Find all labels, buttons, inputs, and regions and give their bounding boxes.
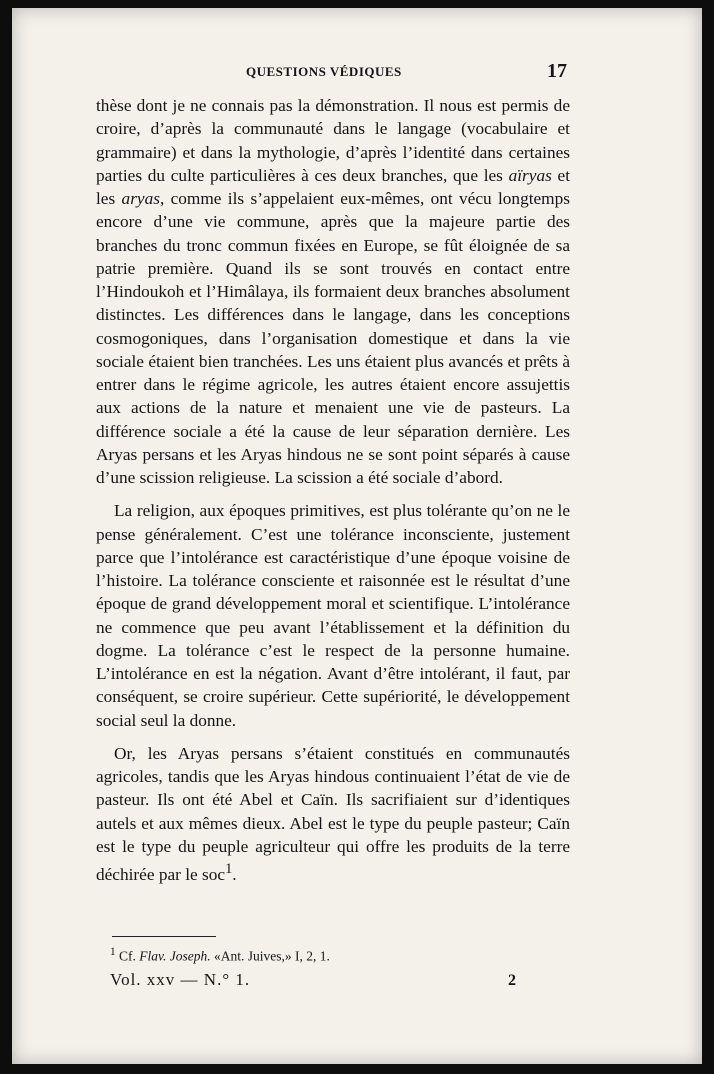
paragraph-2 [96, 499, 570, 732]
footnote-reference-marker: 1 [225, 861, 233, 877]
text-run: et les [96, 165, 570, 208]
paragraph-1 [96, 94, 570, 489]
sheet-number: 2 [508, 972, 516, 989]
text-run: thèse dont je ne connais pas la démonstration. Il nous est permis de croire, d’après la communauté dans le langage (vocabulaire et grammaire) et dans la mythologie, d’après l’identité dans certaines parties du culte particulières à ces deux branches, que les [96, 96, 570, 185]
text-run: , comme ils s’appelaient eux-mêmes, ont vécu longtemps encore d’une vie commune, après que la majeure partie des branches du tronc commun fixées en Europe, se fût éloignée de sa patrie première. Quand ils se sont trouvés en contact entre l’Hindoukoh et l’Himâlaya, ils formaient deux branches absolument distinctes. Les différences dans le langage, dans les conceptions cosmogoniques, dans l’organisation domestique et dans la vie sociale étaient bien tranchées. Les uns étaient plus avancés et prêts à entrer dans le régime agricole, les autres étaient encore assujettis aux actions de la nature et menaient une vie de pasteurs. La différence sociale a été la cause de leur séparation dernière. Les Aryas persans et les Aryas hindous ne se sont point séparés à cause d’une scission religieuse. La scission a été sociale d’abord. [96, 189, 570, 487]
footnote-reference: «Ant. Juives,» I, 2, 1. [210, 948, 330, 964]
running-title: QUESTIONS VÉDIQUES [246, 64, 402, 79]
footnote-rule [112, 936, 216, 937]
text-run: La religion, aux époques primitives, est plus tolérante qu’on ne le pense généralement. C’est une tolérance inconsciente, justement parce que l’intolérance est caractéristique d’une époque voisine de l’histoire. La tolérance consciente et raisonnée est le résultat d’une époque de grand développement moral et scientifique. L’intolérance ne commence que peu avant l’établissement et la définition du dogme. La tolérance c’est le respect de la personne humaine. L’intolérance en est la négation. Avant d’être intolérant, il faut, par conséquent, se croire supérieur. Cette supériorité, le développement social seul la donne. [96, 501, 570, 730]
text-run: . [232, 864, 237, 884]
body-text [96, 94, 570, 886]
footnote-author: Flav. Joseph. [139, 948, 211, 964]
italic-term: aïryas [508, 165, 552, 185]
page-number: 17 [547, 60, 567, 82]
footnote-marker: 1 [110, 946, 116, 958]
footnote-prefix: Cf. [115, 948, 140, 964]
footnote [110, 946, 330, 965]
italic-term: aryas [121, 189, 160, 208]
signature-mark: Vol. xxv — N.° 1. [110, 970, 251, 989]
text-run: Or, les Aryas persans s’étaient constitués en communautés agricoles, tandis que les Aryas hindous continuaient l’état de vie de pasteur. Ils ont été Abel et Caïn. Ils sacrifiaient sur d’identiques autels et aux mêmes dieux. Abel est le type du peuple pasteur; Caïn est le type du peuple agriculteur qui offre les produits de la terre déchirée par le soc [96, 743, 570, 884]
paragraph-3 [96, 742, 570, 886]
